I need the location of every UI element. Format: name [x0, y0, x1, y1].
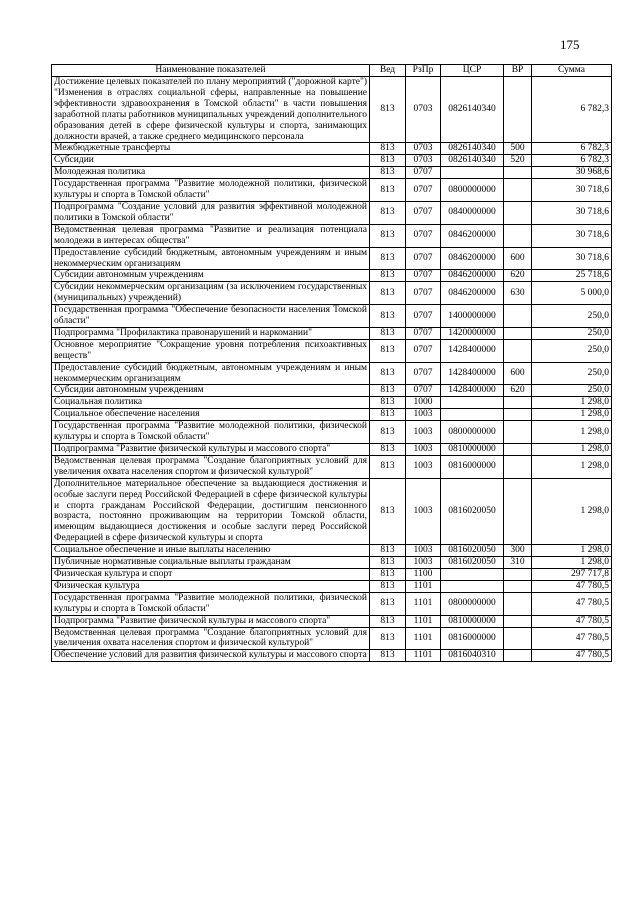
cell-ved: 813 [370, 592, 406, 615]
cell-rzpr: 1003 [406, 545, 441, 557]
cell-vr [504, 201, 532, 224]
cell-sum: 47 780,5 [532, 592, 612, 615]
cell-csr: 0846200000 [441, 247, 504, 270]
cell-sum: 250,0 [532, 339, 612, 362]
cell-ved: 813 [370, 270, 406, 282]
cell-sum: 6 782,3 [532, 155, 612, 167]
table-row [52, 650, 612, 662]
cell-ved: 813 [370, 362, 406, 385]
cell-sum: 30 718,6 [532, 247, 612, 270]
table-row [52, 455, 612, 478]
cell-ved: 813 [370, 615, 406, 627]
cell-rzpr: 0707 [406, 201, 441, 224]
page-number: 175 [560, 37, 580, 52]
cell-ved: 813 [370, 155, 406, 167]
cell-vr: 620 [504, 270, 532, 282]
table-row [52, 327, 612, 339]
cell-name: Государственная программа "Развитие молодежной политики, физической культуры и спорта в Томской области" [52, 592, 370, 615]
cell-rzpr: 0707 [406, 305, 441, 328]
cell-sum: 1 298,0 [532, 557, 612, 569]
cell-name: Социальное обеспечение населения [52, 409, 370, 421]
cell-csr: 0816000000 [441, 455, 504, 478]
cell-name: Социальная политика [52, 397, 370, 409]
header-rzpr: РзПр [406, 65, 441, 77]
cell-vr [504, 580, 532, 592]
cell-vr [504, 444, 532, 456]
cell-vr: 600 [504, 362, 532, 385]
cell-rzpr: 1003 [406, 478, 441, 544]
cell-sum: 1 298,0 [532, 397, 612, 409]
cell-sum: 250,0 [532, 385, 612, 397]
cell-vr [504, 409, 532, 421]
cell-ved: 813 [370, 478, 406, 544]
cell-ved: 813 [370, 557, 406, 569]
table-row [52, 155, 612, 167]
cell-rzpr: 0707 [406, 247, 441, 270]
cell-ved: 813 [370, 545, 406, 557]
cell-csr: 0826140340 [441, 155, 504, 167]
table-row [52, 179, 612, 202]
cell-ved: 813 [370, 650, 406, 662]
cell-ved: 813 [370, 339, 406, 362]
table-row [52, 270, 612, 282]
table-row [52, 339, 612, 362]
cell-vr: 600 [504, 247, 532, 270]
cell-ved: 813 [370, 167, 406, 179]
cell-ved: 813 [370, 179, 406, 202]
cell-csr: 0846200000 [441, 224, 504, 247]
cell-name: Физическая культура [52, 580, 370, 592]
table-row [52, 77, 612, 143]
cell-ved: 813 [370, 143, 406, 155]
cell-sum: 30 718,6 [532, 224, 612, 247]
cell-sum: 47 780,5 [532, 580, 612, 592]
cell-name: Субсидии автономным учреждениям [52, 385, 370, 397]
cell-csr: 1428400000 [441, 362, 504, 385]
cell-rzpr: 0707 [406, 385, 441, 397]
cell-ved: 813 [370, 201, 406, 224]
table-row [52, 444, 612, 456]
cell-csr: 0816020050 [441, 545, 504, 557]
table-row [52, 282, 612, 305]
cell-rzpr: 0707 [406, 327, 441, 339]
cell-name: Государственная программа "Развитие молодежной политики, физической культуры и спорта в Томской области" [52, 179, 370, 202]
cell-vr: 520 [504, 155, 532, 167]
cell-rzpr: 1003 [406, 421, 441, 444]
cell-rzpr: 0707 [406, 224, 441, 247]
header-csr: ЦСР [441, 65, 504, 77]
cell-rzpr: 1101 [406, 627, 441, 650]
budget-table [51, 64, 612, 662]
cell-vr [504, 179, 532, 202]
cell-vr [504, 167, 532, 179]
cell-name: Молодежная политика [52, 167, 370, 179]
cell-vr [504, 478, 532, 544]
cell-name: Ведомственная целевая программа "Развитие и реализация потенциала молодежи в интересах общества" [52, 224, 370, 247]
table-row [52, 421, 612, 444]
cell-rzpr: 1000 [406, 397, 441, 409]
cell-csr: 0800000000 [441, 592, 504, 615]
cell-rzpr: 0707 [406, 167, 441, 179]
table-row [52, 305, 612, 328]
table-row [52, 409, 612, 421]
table-row [52, 247, 612, 270]
cell-csr: 0840000000 [441, 201, 504, 224]
cell-csr [441, 568, 504, 580]
cell-vr [504, 397, 532, 409]
cell-csr [441, 580, 504, 592]
cell-name: Субсидии автономным учреждениям [52, 270, 370, 282]
table-row [52, 545, 612, 557]
cell-sum: 47 780,5 [532, 615, 612, 627]
cell-sum: 250,0 [532, 305, 612, 328]
cell-name: Межбюджетные трансферты [52, 143, 370, 155]
cell-sum: 5 000,0 [532, 282, 612, 305]
cell-sum: 1 298,0 [532, 478, 612, 544]
cell-sum: 1 298,0 [532, 421, 612, 444]
cell-csr [441, 397, 504, 409]
cell-sum: 47 780,5 [532, 627, 612, 650]
cell-name: Основное мероприятие "Сокращение уровня потребления психоактивных веществ" [52, 339, 370, 362]
cell-name: Ведомственная целевая программа "Создание благоприятных условий для увеличения охвата населения спортом и физической культурой" [52, 455, 370, 478]
cell-sum: 1 298,0 [532, 409, 612, 421]
table-row [52, 167, 612, 179]
cell-vr [504, 339, 532, 362]
cell-csr: 0846200000 [441, 282, 504, 305]
cell-csr: 0810000000 [441, 444, 504, 456]
cell-vr [504, 455, 532, 478]
cell-name: Государственная программа "Обеспечение безопасности населения Томской области" [52, 305, 370, 328]
cell-csr: 1400000000 [441, 305, 504, 328]
header-sum: Сумма [532, 65, 612, 77]
table-row [52, 224, 612, 247]
table-row [52, 580, 612, 592]
cell-vr [504, 421, 532, 444]
cell-ved: 813 [370, 444, 406, 456]
cell-csr [441, 167, 504, 179]
cell-vr [504, 650, 532, 662]
cell-sum: 25 718,6 [532, 270, 612, 282]
cell-sum: 297 717,8 [532, 568, 612, 580]
cell-sum: 47 780,5 [532, 650, 612, 662]
cell-ved: 813 [370, 327, 406, 339]
cell-vr [504, 627, 532, 650]
cell-rzpr: 1101 [406, 650, 441, 662]
cell-ved: 813 [370, 421, 406, 444]
cell-rzpr: 0707 [406, 179, 441, 202]
cell-rzpr: 1101 [406, 580, 441, 592]
cell-ved: 813 [370, 568, 406, 580]
cell-csr: 0816020050 [441, 478, 504, 544]
cell-csr: 0816000000 [441, 627, 504, 650]
table-row [52, 557, 612, 569]
cell-name: Обеспечение условий для развития физической культуры и массового спорта [52, 650, 370, 662]
cell-sum: 250,0 [532, 327, 612, 339]
cell-csr: 1428400000 [441, 339, 504, 362]
cell-vr [504, 327, 532, 339]
cell-name: Физическая культура и спорт [52, 568, 370, 580]
cell-ved: 813 [370, 385, 406, 397]
cell-vr [504, 77, 532, 143]
header-ved: Вед [370, 65, 406, 77]
cell-csr: 0800000000 [441, 179, 504, 202]
header-vr: ВР [504, 65, 532, 77]
cell-vr [504, 592, 532, 615]
cell-rzpr: 1101 [406, 592, 441, 615]
table-row [52, 627, 612, 650]
cell-rzpr: 1003 [406, 557, 441, 569]
cell-csr: 1428400000 [441, 385, 504, 397]
cell-rzpr: 1003 [406, 455, 441, 478]
cell-name: Государственная программа "Развитие молодежной политики, физической культуры и спорта в Томской области" [52, 421, 370, 444]
cell-vr: 310 [504, 557, 532, 569]
cell-ved: 813 [370, 627, 406, 650]
table-row [52, 397, 612, 409]
cell-csr: 0816040310 [441, 650, 504, 662]
cell-rzpr: 1003 [406, 409, 441, 421]
table-row [52, 362, 612, 385]
cell-sum: 1 298,0 [532, 545, 612, 557]
cell-vr [504, 305, 532, 328]
cell-csr: 0846200000 [441, 270, 504, 282]
cell-rzpr: 0707 [406, 362, 441, 385]
cell-ved: 813 [370, 409, 406, 421]
cell-rzpr: 0703 [406, 155, 441, 167]
cell-csr: 0810000000 [441, 615, 504, 627]
cell-sum: 6 782,3 [532, 77, 612, 143]
cell-name: Дополнительное материальное обеспечение за выдающиеся достижения и особые заслуги перед Российской Федерацией в сфере физической культуры и спорта гражданам Российской Федерации, достигшим пенсионного возраста, постоянно проживающим на территории Томской области, имеющим выдающиеся достижения и особые заслуги перед Российской Федерацией в сфере физической культуры и спорта [52, 478, 370, 544]
cell-name: Социальное обеспечение и иные выплаты населению [52, 545, 370, 557]
cell-ved: 813 [370, 224, 406, 247]
cell-name: Публичные нормативные социальные выплаты гражданам [52, 557, 370, 569]
cell-rzpr: 1101 [406, 615, 441, 627]
table-body [52, 77, 612, 662]
cell-csr: 0826140340 [441, 143, 504, 155]
cell-rzpr: 0703 [406, 143, 441, 155]
header-name: Наименование показателей [52, 65, 370, 77]
cell-csr: 0816020050 [441, 557, 504, 569]
table-header-row [52, 65, 612, 77]
cell-vr: 630 [504, 282, 532, 305]
table-row [52, 143, 612, 155]
cell-ved: 813 [370, 77, 406, 143]
cell-name: Подпрограмма "Создание условий для развития эффективной молодежной политики в Томской области" [52, 201, 370, 224]
cell-rzpr: 0707 [406, 339, 441, 362]
cell-vr [504, 224, 532, 247]
cell-sum: 30 718,6 [532, 201, 612, 224]
cell-name: Достижение целевых показателей по плану мероприятий ("дорожной карте") "Изменения в отраслях социальной сферы, направленные на повышение эффективности здравоохранения в Томской области" в части повышения заработной платы работников муниципальных учреждений дополнительного образования детей в сфере физической культуры и спорта, занимающих должности врачей, а также среднего медицинского персонала [52, 77, 370, 143]
table-row [52, 385, 612, 397]
cell-vr [504, 568, 532, 580]
cell-csr [441, 409, 504, 421]
cell-vr [504, 615, 532, 627]
cell-csr: 0800000000 [441, 421, 504, 444]
cell-ved: 813 [370, 455, 406, 478]
cell-vr: 620 [504, 385, 532, 397]
cell-ved: 813 [370, 580, 406, 592]
cell-name: Предоставление субсидий бюджетным, автономным учреждениям и иным некоммерческим организациям [52, 247, 370, 270]
cell-name: Подпрограмма "Развитие физической культуры и массового спорта" [52, 615, 370, 627]
cell-name: Предоставление субсидий бюджетным, автономным учреждениям и иным некоммерческим организациям [52, 362, 370, 385]
cell-sum: 1 298,0 [532, 444, 612, 456]
cell-name: Субсидии некоммерческим организациям (за исключением государственных (муниципальных) учреждений) [52, 282, 370, 305]
cell-rzpr: 0707 [406, 282, 441, 305]
cell-csr: 0826140340 [441, 77, 504, 143]
cell-rzpr: 1003 [406, 444, 441, 456]
table-row [52, 615, 612, 627]
cell-name: Субсидии [52, 155, 370, 167]
cell-sum: 30 968,6 [532, 167, 612, 179]
table-row [52, 201, 612, 224]
cell-rzpr: 0703 [406, 77, 441, 143]
cell-sum: 1 298,0 [532, 455, 612, 478]
cell-vr: 300 [504, 545, 532, 557]
cell-name: Подпрограмма "Развитие физической культуры и массового спорта" [52, 444, 370, 456]
table-row [52, 568, 612, 580]
table-row [52, 592, 612, 615]
cell-rzpr: 0707 [406, 270, 441, 282]
cell-sum: 6 782,3 [532, 143, 612, 155]
cell-rzpr: 1100 [406, 568, 441, 580]
cell-csr: 1420000000 [441, 327, 504, 339]
cell-name: Подпрограмма "Профилактика правонарушений и наркомании" [52, 327, 370, 339]
cell-vr: 500 [504, 143, 532, 155]
cell-ved: 813 [370, 247, 406, 270]
cell-sum: 30 718,6 [532, 179, 612, 202]
cell-sum: 250,0 [532, 362, 612, 385]
cell-ved: 813 [370, 305, 406, 328]
cell-name: Ведомственная целевая программа "Создание благоприятных условий для увеличения охвата населения спортом и физической культурой" [52, 627, 370, 650]
table-row [52, 478, 612, 544]
cell-ved: 813 [370, 397, 406, 409]
cell-ved: 813 [370, 282, 406, 305]
